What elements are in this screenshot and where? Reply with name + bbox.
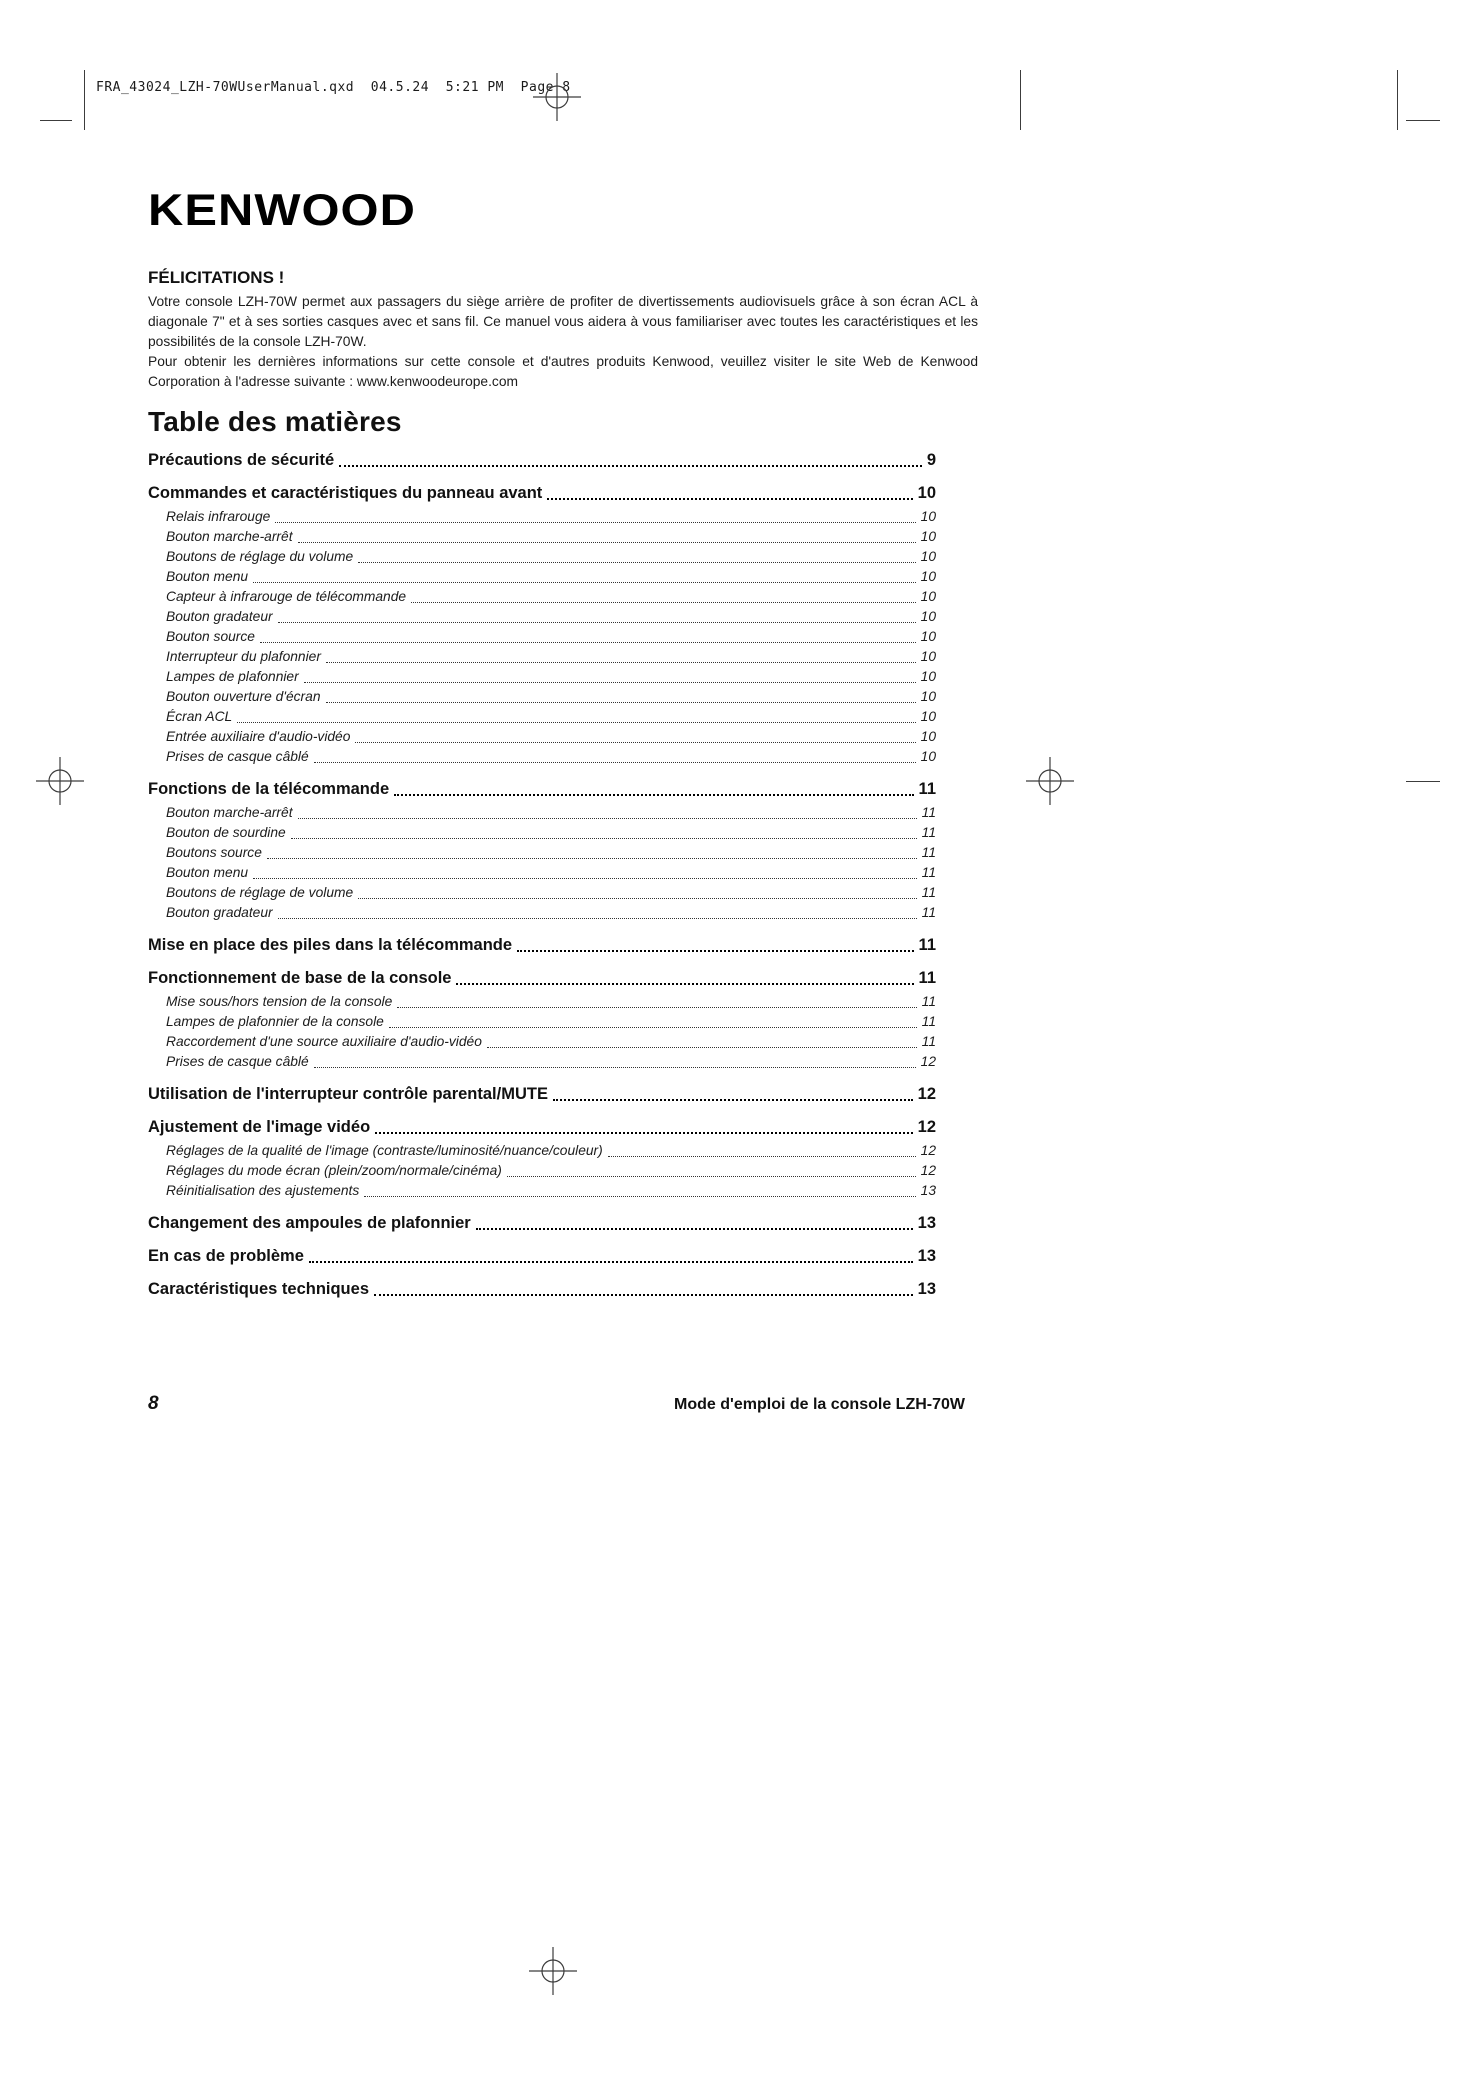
toc-item-page: 10 xyxy=(920,569,936,584)
toc-item-label: Écran ACL xyxy=(166,709,233,724)
toc-item-page: 11 xyxy=(921,885,936,900)
toc-item-row xyxy=(166,1161,936,1181)
kenwood-logo: KENWOOD xyxy=(148,183,416,235)
dot-leader xyxy=(358,562,915,563)
print-slug-line: FRA_43024_LZH-70WUserManual.qxd 04.5.24 5:21 PM Page 8 xyxy=(96,80,571,95)
toc-item-row xyxy=(166,707,936,727)
toc-item-page: 10 xyxy=(920,589,936,604)
toc-section-page: 11 xyxy=(918,936,936,954)
crop-mark xyxy=(1020,70,1021,130)
toc-section-row xyxy=(148,483,936,504)
toc-item-row xyxy=(166,823,936,843)
toc-section-page: 10 xyxy=(917,484,936,502)
dot-leader xyxy=(339,465,922,467)
dot-leader xyxy=(326,702,916,703)
toc-item-page: 10 xyxy=(920,609,936,624)
toc-section-row xyxy=(148,968,936,989)
toc-item-label: Bouton ouverture d'écran xyxy=(166,689,321,704)
toc-item-page: 13 xyxy=(920,1183,936,1198)
dot-leader xyxy=(411,602,916,603)
dot-leader xyxy=(358,898,917,899)
toc-item-page: 10 xyxy=(920,749,936,764)
toc-section-title: Fonctionnement de base de la console xyxy=(148,969,452,987)
footer-page-number: 8 xyxy=(148,1393,159,1414)
dot-leader xyxy=(291,838,917,839)
toc-item-label: Bouton marche-arrêt xyxy=(166,805,293,820)
congratulations-heading: FÉLICITATIONS ! xyxy=(148,268,285,287)
crop-mark xyxy=(84,70,85,130)
toc-item-row xyxy=(166,883,936,903)
toc-item-page: 11 xyxy=(921,805,936,820)
toc-section-row xyxy=(148,450,936,471)
toc-section-row xyxy=(148,1084,936,1105)
dot-leader xyxy=(547,498,912,500)
toc-section-row xyxy=(148,1213,936,1234)
toc-section-page: 11 xyxy=(918,969,936,987)
toc-section-row xyxy=(148,1117,936,1138)
toc-item-row xyxy=(166,843,936,863)
toc-item-page: 11 xyxy=(921,1034,936,1049)
toc-item-row xyxy=(166,627,936,647)
toc-item-label: Relais infrarouge xyxy=(166,509,271,524)
toc-item-label: Boutons de réglage de volume xyxy=(166,885,354,900)
toc-item-row xyxy=(166,607,936,627)
toc-section-title: Précautions de sécurité xyxy=(148,451,335,469)
toc-item-row xyxy=(166,727,936,747)
toc-item-page: 11 xyxy=(921,845,936,860)
dot-leader xyxy=(314,762,916,763)
dot-leader xyxy=(394,794,913,796)
toc-item-page: 11 xyxy=(921,905,936,920)
toc-section-title: Changement des ampoules de plafonnier xyxy=(148,1214,471,1232)
toc-section-page: 13 xyxy=(917,1214,936,1232)
toc-item-page: 11 xyxy=(921,994,936,1009)
registration-mark-icon xyxy=(533,73,581,121)
crop-mark xyxy=(40,120,72,121)
toc-item-row xyxy=(166,1052,936,1072)
page-content xyxy=(148,183,978,1300)
toc-section-title: Commandes et caractéristiques du panneau avant xyxy=(148,484,543,502)
toc-section-title: Ajustement de l'image vidéo xyxy=(148,1118,371,1136)
toc-item-page: 11 xyxy=(921,825,936,840)
toc-item-page: 10 xyxy=(920,649,936,664)
toc-section-row xyxy=(148,935,936,956)
toc-item-label: Bouton de sourdine xyxy=(166,825,286,840)
dot-leader xyxy=(253,878,917,879)
dot-leader xyxy=(298,542,916,543)
dot-leader xyxy=(309,1261,913,1263)
toc-item-row xyxy=(166,687,936,707)
toc-item-label: Bouton menu xyxy=(166,865,249,880)
toc-item-label: Entrée auxiliaire d'audio-vidéo xyxy=(166,729,351,744)
toc-item-page: 10 xyxy=(920,669,936,684)
crop-mark xyxy=(1397,70,1398,130)
toc-item-page: 10 xyxy=(920,629,936,644)
toc-item-page: 10 xyxy=(920,709,936,724)
toc-item-label: Bouton menu xyxy=(166,569,249,584)
toc-section-title: Mise en place des piles dans la télécommande xyxy=(148,936,513,954)
toc-section-row xyxy=(148,1279,936,1300)
toc-item-label: Capteur à infrarouge de télécommande xyxy=(166,589,407,604)
toc-section-page: 11 xyxy=(918,780,936,798)
dot-leader xyxy=(237,722,915,723)
toc-section-page: 9 xyxy=(926,451,936,469)
toc-item-label: Prises de casque câblé xyxy=(166,1054,309,1069)
toc-item-page: 11 xyxy=(921,1014,936,1029)
toc-item-row xyxy=(166,1012,936,1032)
toc-list xyxy=(148,450,936,1300)
dot-leader xyxy=(253,582,916,583)
toc-item-page: 10 xyxy=(920,729,936,744)
dot-leader xyxy=(278,918,917,919)
toc-item-row xyxy=(166,1181,936,1201)
toc-section-page: 13 xyxy=(917,1280,936,1298)
toc-item-label: Réglages de la qualité de l'image (contraste/luminosité/nuance/couleur) xyxy=(166,1143,603,1158)
dot-leader xyxy=(298,818,917,819)
dot-leader xyxy=(374,1294,913,1296)
toc-item-label: Boutons de réglage du volume xyxy=(166,549,354,564)
toc-section-page: 12 xyxy=(917,1118,936,1136)
toc-item-label: Lampes de plafonnier xyxy=(166,669,299,684)
toc-item-row xyxy=(166,667,936,687)
dot-leader xyxy=(517,950,913,952)
toc-item-label: Bouton gradateur xyxy=(166,905,273,920)
toc-item-page: 11 xyxy=(921,865,936,880)
toc-section-row xyxy=(148,779,936,800)
dot-leader xyxy=(608,1156,916,1157)
dot-leader xyxy=(314,1067,916,1068)
toc-item-row xyxy=(166,527,936,547)
dot-leader xyxy=(389,1027,917,1028)
dot-leader xyxy=(456,983,913,985)
dot-leader xyxy=(553,1099,913,1101)
toc-item-page: 10 xyxy=(920,689,936,704)
toc-item-row xyxy=(166,1141,936,1161)
toc-item-row xyxy=(166,863,936,883)
dot-leader xyxy=(326,662,916,663)
dot-leader xyxy=(260,642,916,643)
toc-item-row xyxy=(166,567,936,587)
dot-leader xyxy=(476,1228,913,1230)
toc-item-label: Boutons source xyxy=(166,845,262,860)
page-footer xyxy=(148,1393,965,1415)
toc-item-row xyxy=(166,992,936,1012)
dot-leader xyxy=(275,522,915,523)
dot-leader xyxy=(364,1196,915,1197)
intro-text xyxy=(148,292,978,392)
dot-leader xyxy=(355,742,915,743)
toc-item-page: 12 xyxy=(920,1163,936,1178)
toc-item-label: Mise sous/hors tension de la console xyxy=(166,994,393,1009)
toc-item-page: 10 xyxy=(920,509,936,524)
footer-manual-title: Mode d'emploi de la console LZH-70W xyxy=(674,1396,965,1413)
toc-heading: Table des matières xyxy=(148,406,402,437)
dot-leader xyxy=(507,1176,916,1177)
toc-item-label: Bouton source xyxy=(166,629,255,644)
toc-item-label: Réinitialisation des ajustements xyxy=(166,1183,360,1198)
toc-item-row xyxy=(166,1032,936,1052)
dot-leader xyxy=(397,1007,916,1008)
toc-item-row xyxy=(166,647,936,667)
dot-leader xyxy=(267,858,917,859)
intro-paragraph-1: Votre console LZH-70W permet aux passagers du siège arrière de profiter de divertissements audiovisuels grâce à son écran ACL à diagonale 7" et à ses sorties casques avec et sans fil. Ce manuel vous aidera à vous familiariser avec toutes les caractéristiques et les possibilités de la console LZH-70W. xyxy=(148,294,978,349)
crop-mark xyxy=(1406,120,1440,121)
toc-section-title: Utilisation de l'interrupteur contrôle parental/MUTE xyxy=(148,1085,548,1103)
toc-item-label: Bouton gradateur xyxy=(166,609,273,624)
toc-item-label: Interrupteur du plafonnier xyxy=(166,649,321,664)
toc-section-page: 13 xyxy=(917,1247,936,1265)
toc-section-title: Fonctions de la télécommande xyxy=(148,780,390,798)
registration-mark-icon xyxy=(36,757,84,805)
toc-item-row xyxy=(166,507,936,527)
intro-paragraph-2: Pour obtenir les dernières informations sur cette console et d'autres produits Kenwood, veuillez visiter le site Web de Kenwood Corporation à l'adresse suivante : www.kenwoodeurope.com xyxy=(148,354,978,389)
toc-item-page: 10 xyxy=(920,549,936,564)
toc-item-row xyxy=(166,547,936,567)
registration-mark-icon xyxy=(1026,757,1074,805)
registration-mark-icon xyxy=(529,1947,577,1995)
toc-item-row xyxy=(166,587,936,607)
toc-item-page: 12 xyxy=(920,1143,936,1158)
toc-item-row xyxy=(166,903,936,923)
dot-leader xyxy=(487,1047,917,1048)
dot-leader xyxy=(375,1132,912,1134)
toc-section-title: En cas de problème xyxy=(148,1247,304,1265)
toc-section-page: 12 xyxy=(917,1085,936,1103)
dot-leader xyxy=(278,622,916,623)
toc-item-label: Prises de casque câblé xyxy=(166,749,309,764)
toc-item-label: Réglages du mode écran (plein/zoom/normale/cinéma) xyxy=(166,1163,502,1178)
toc-item-page: 12 xyxy=(920,1054,936,1069)
toc-section-title: Caractéristiques techniques xyxy=(148,1280,369,1298)
toc-item-label: Raccordement d'une source auxiliaire d'audio-vidéo xyxy=(166,1034,482,1049)
dot-leader xyxy=(304,682,916,683)
toc-section-row xyxy=(148,1246,936,1267)
toc-item-page: 10 xyxy=(920,529,936,544)
toc-item-row xyxy=(166,747,936,767)
toc-item-label: Bouton marche-arrêt xyxy=(166,529,293,544)
toc-item-label: Lampes de plafonnier de la console xyxy=(166,1014,384,1029)
crop-mark xyxy=(1406,781,1440,782)
toc-item-row xyxy=(166,803,936,823)
